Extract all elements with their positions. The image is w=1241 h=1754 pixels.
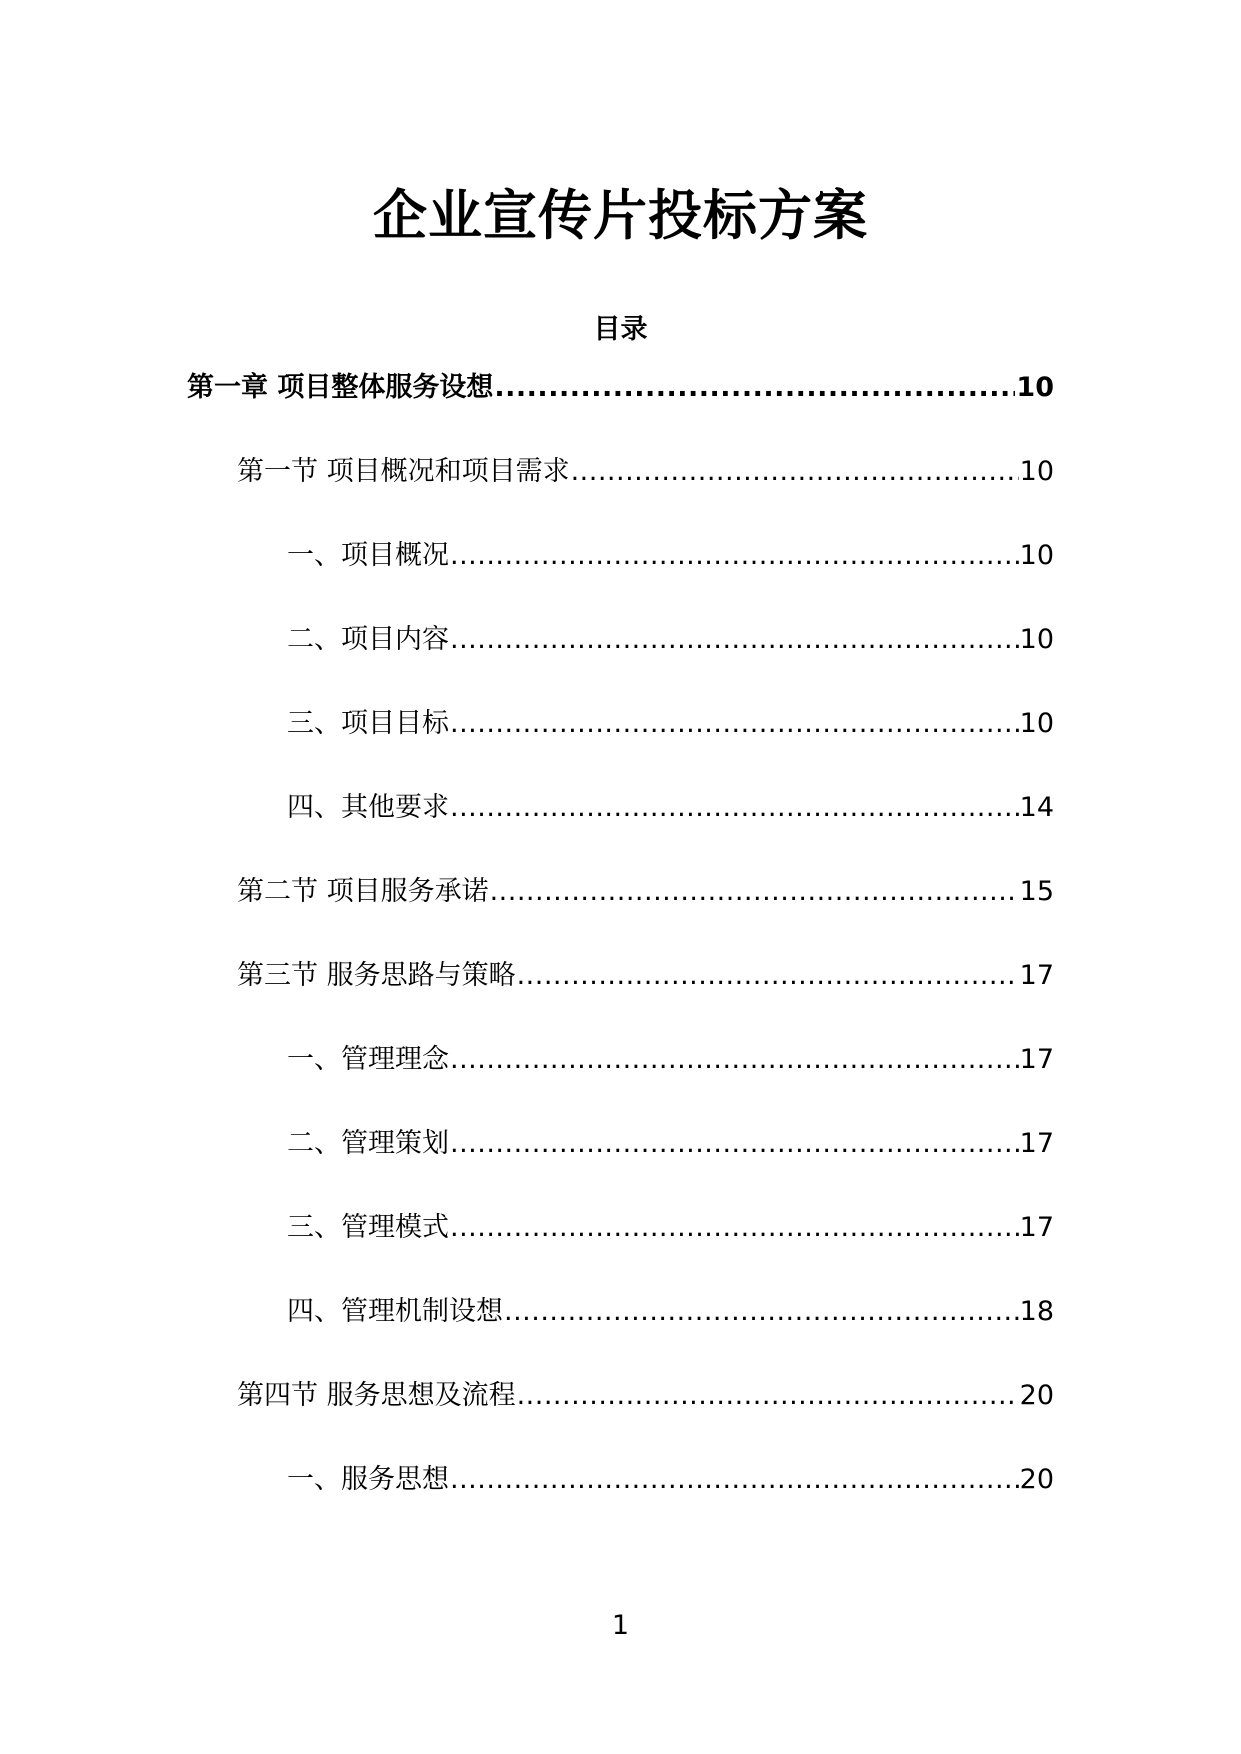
- toc-dot-leader: [450, 702, 1019, 746]
- toc-entry-page: 20: [1019, 1380, 1054, 1411]
- toc-entry-page: 15: [1019, 876, 1054, 907]
- toc-entry-page: 17: [1019, 960, 1054, 991]
- toc-dot-leader: [450, 1122, 1019, 1166]
- toc-entry-page: 18: [1019, 1296, 1054, 1327]
- document-title: 企业宣传片投标方案: [373, 184, 868, 247]
- toc-entry-page: 14: [1019, 792, 1054, 823]
- toc-entry-label: 一、项目概况: [287, 540, 449, 571]
- toc-entry-label: 第二节 项目服务承诺: [237, 876, 489, 907]
- toc-entry-label: 第四节 服务思想及流程: [237, 1380, 516, 1411]
- toc-dot-leader: [517, 954, 1019, 998]
- toc-entry-page: 17: [1019, 1212, 1054, 1243]
- toc-entry-page: 17: [1019, 1044, 1054, 1075]
- toc-dot-leader: [490, 870, 1019, 914]
- toc-entry-label: 三、项目目标: [287, 708, 449, 739]
- toc-entry-label: 二、项目内容: [287, 624, 449, 655]
- toc-entry-subsection[interactable]: [287, 1206, 1054, 1250]
- toc-entry-page: 10: [1019, 708, 1054, 739]
- toc-entry-section-4[interactable]: [237, 1374, 1054, 1418]
- toc-entry-label: 四、其他要求: [287, 792, 449, 823]
- toc-entry-page: 20: [1019, 1464, 1054, 1495]
- toc-dot-leader: [450, 1206, 1019, 1250]
- toc-entry-label: 一、服务思想: [287, 1464, 449, 1495]
- toc-dot-leader: [450, 534, 1019, 578]
- toc-entry-page: 10: [1019, 624, 1054, 655]
- toc-entry-page: 10: [1016, 372, 1054, 403]
- toc-dot-leader: [571, 450, 1019, 494]
- toc-entry-subsection[interactable]: [287, 1122, 1054, 1166]
- toc-entry-label: 一、管理理念: [287, 1044, 449, 1075]
- page-number: 1: [611, 1610, 630, 1641]
- toc-entry-label: 二、管理策划: [287, 1128, 449, 1159]
- toc-entry-label: 第三节 服务思路与策略: [237, 960, 516, 991]
- toc-entry-chapter-1[interactable]: [187, 366, 1054, 410]
- toc-dot-leader: [450, 1458, 1019, 1502]
- toc-entry-label: 第一章 项目整体服务设想: [187, 372, 494, 403]
- toc-entry-label: 四、管理机制设想: [287, 1296, 503, 1327]
- toc-entry-page: 17: [1019, 1128, 1054, 1159]
- toc-entry-subsection[interactable]: [287, 1458, 1054, 1502]
- toc-dot-leader: [450, 1038, 1019, 1082]
- toc-dot-leader: [504, 1290, 1019, 1334]
- toc-heading: 目录: [593, 314, 648, 345]
- toc-entry-subsection[interactable]: [287, 702, 1054, 746]
- toc-entry-subsection[interactable]: [287, 618, 1054, 662]
- toc-entry-section-2[interactable]: [237, 870, 1054, 914]
- toc-dot-leader: [494, 366, 1015, 410]
- toc-entry-label: 第一节 项目概况和项目需求: [237, 456, 570, 487]
- toc-entry-section-3[interactable]: [237, 954, 1054, 998]
- toc-dot-leader: [450, 618, 1019, 662]
- toc-entry-page: 10: [1019, 456, 1054, 487]
- toc-entry-subsection[interactable]: [287, 1290, 1054, 1334]
- toc-dot-leader: [450, 786, 1019, 830]
- toc-entry-subsection[interactable]: [287, 1038, 1054, 1082]
- toc-entry-label: 三、管理模式: [287, 1212, 449, 1243]
- toc-entry-section-1[interactable]: [237, 450, 1054, 494]
- toc-entry-page: 10: [1019, 540, 1054, 571]
- toc-dot-leader: [517, 1374, 1019, 1418]
- toc-entry-subsection[interactable]: [287, 786, 1054, 830]
- toc-entry-subsection[interactable]: [287, 534, 1054, 578]
